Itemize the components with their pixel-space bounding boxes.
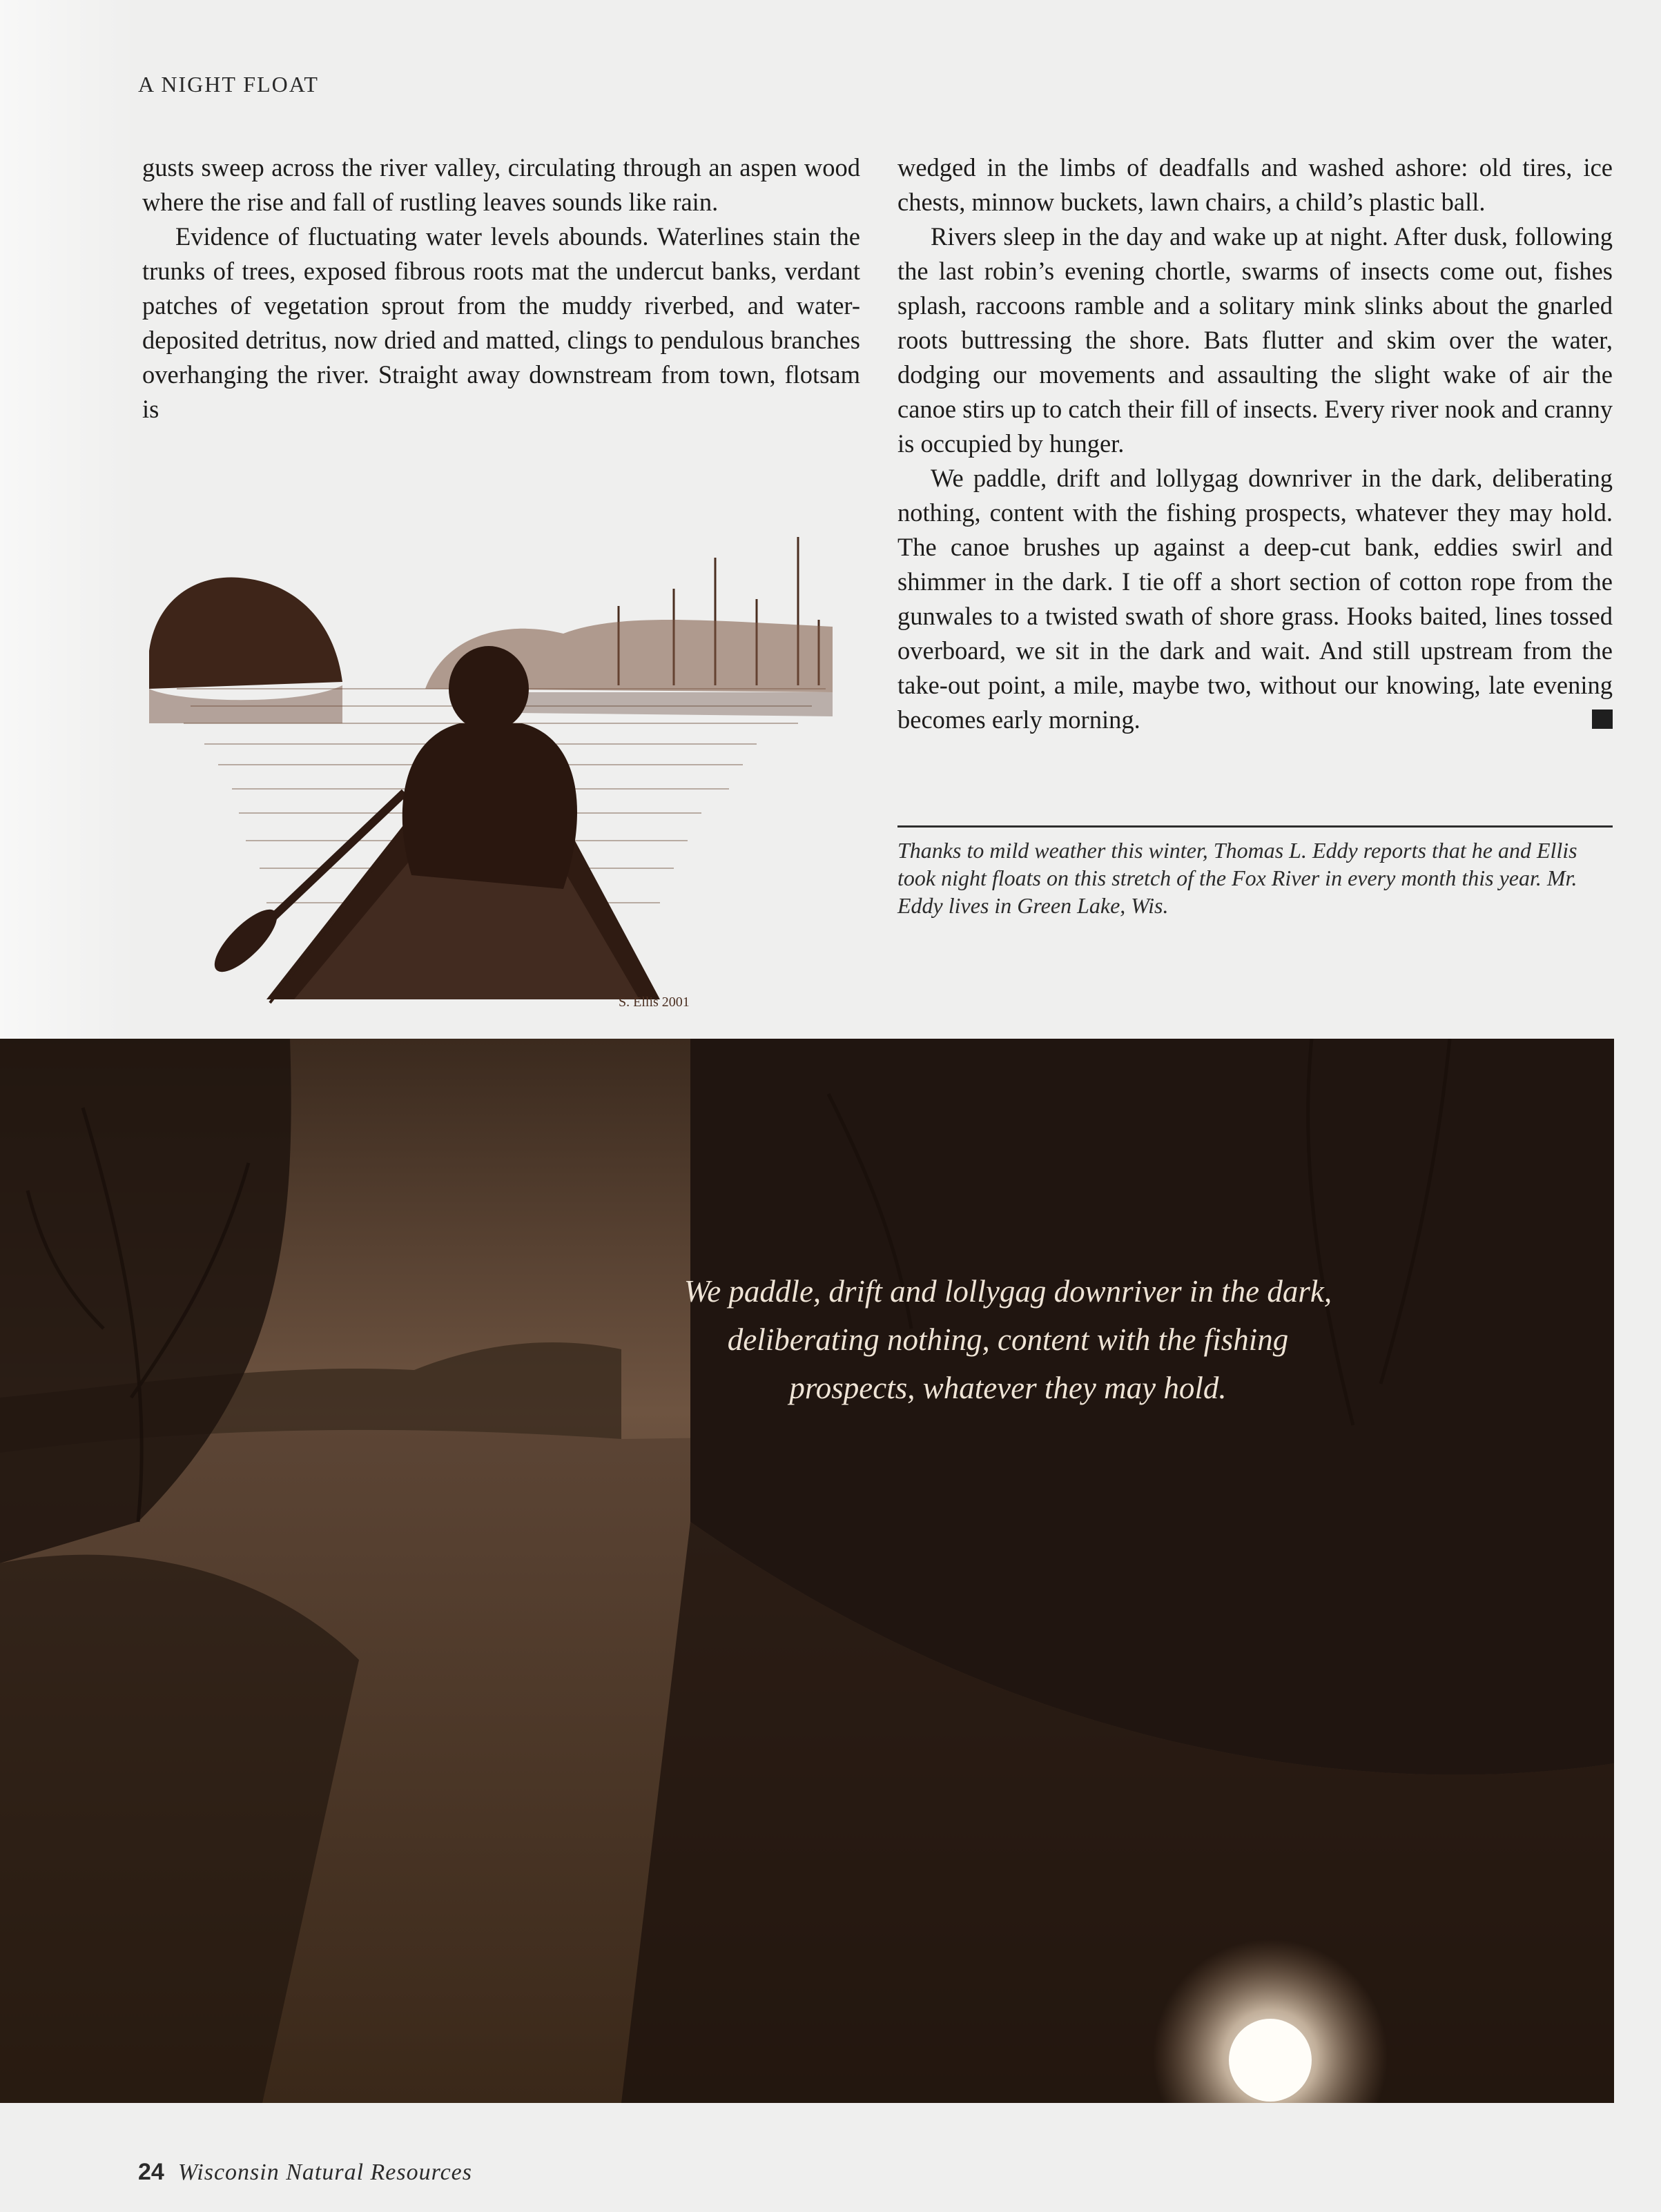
paragraph-text: We paddle, drift and lollygag downriver in the dark, deliberating nothing, content with the fishing prospects, whatever they may hold. The canoe brushes up against a deep-cut bank, eddies swirl and shimmer in the dark. I tie off a short section of cotton rope from the gunwales to a twisted swath of shore grass. Hooks baited, lines tossed overboard, we sit in the dark and wait. And still upstream from the take-out point, a mile, maybe two, without our knowing, late evening becomes early morning.	[897, 464, 1613, 734]
magazine-title: Wisconsin Natural Resources	[177, 2160, 472, 2185]
pull-quote-line: prospects, whatever they may hold.	[789, 1371, 1227, 1405]
paragraph: wedged in the limbs of deadfalls and washed ashore: old tires, ice chests, minnow buckets, lawn chairs, a child’s plastic ball.	[897, 153, 1613, 216]
illustration-signature: S. Ellis 2001	[619, 995, 690, 1010]
end-mark-icon: W	[1592, 709, 1613, 729]
pull-quote-line: We paddle, drift and lollygag downriver in the dark,	[683, 1274, 1332, 1309]
article-left-column	[142, 150, 860, 427]
page-edge-shade	[0, 0, 138, 1039]
page-number: 24	[138, 2159, 164, 2185]
canoe-illustration	[135, 516, 860, 1013]
paragraph: Rivers sleep in the day and wake up at night. After dusk, following the last robin’s evening chortle, swarms of insects come out, fishes splash, raccoons ramble and a solitary mink slinks about the gnarled roots buttressing the shore. Bats flutter and skim over the water, dodging our movements and assaulting the slight wake of air the canoe stirs up to catch their fill of insects. Every river nook and cranny is occupied by hunger.	[897, 222, 1613, 458]
paragraph: gusts sweep across the river valley, circulating through an aspen wood where the rise and fall of rustling leaves sounds like rain.	[142, 153, 860, 216]
paragraph: Evidence of fluctuating water levels abounds. Waterlines stain the trunks of trees, exposed fibrous roots mat the undercut banks, verdant patches of vegetation sprout from the muddy riverbed, and water-deposited detritus, now dried and matted, clings to pendulous branches overhanging the river. Straight away downstream from town, flotsam is	[142, 222, 860, 423]
author-note: Thanks to mild weather this winter, Thomas L. Eddy reports that he and Ellis took night floats on this stretch of the Fox River in every month this year. Mr. Eddy lives in Green Lake, Wis.	[897, 838, 1577, 918]
page-footer	[138, 2159, 472, 2186]
paragraph	[897, 461, 1642, 737]
running-head: A NIGHT FLOAT	[138, 72, 319, 97]
article-right-column	[897, 150, 1642, 737]
pull-quote-line: deliberating nothing, content with the fishing	[727, 1322, 1289, 1357]
pull-quote	[649, 1267, 1367, 1412]
caption-rule	[897, 825, 1613, 828]
river-photo	[0, 1039, 1614, 2103]
